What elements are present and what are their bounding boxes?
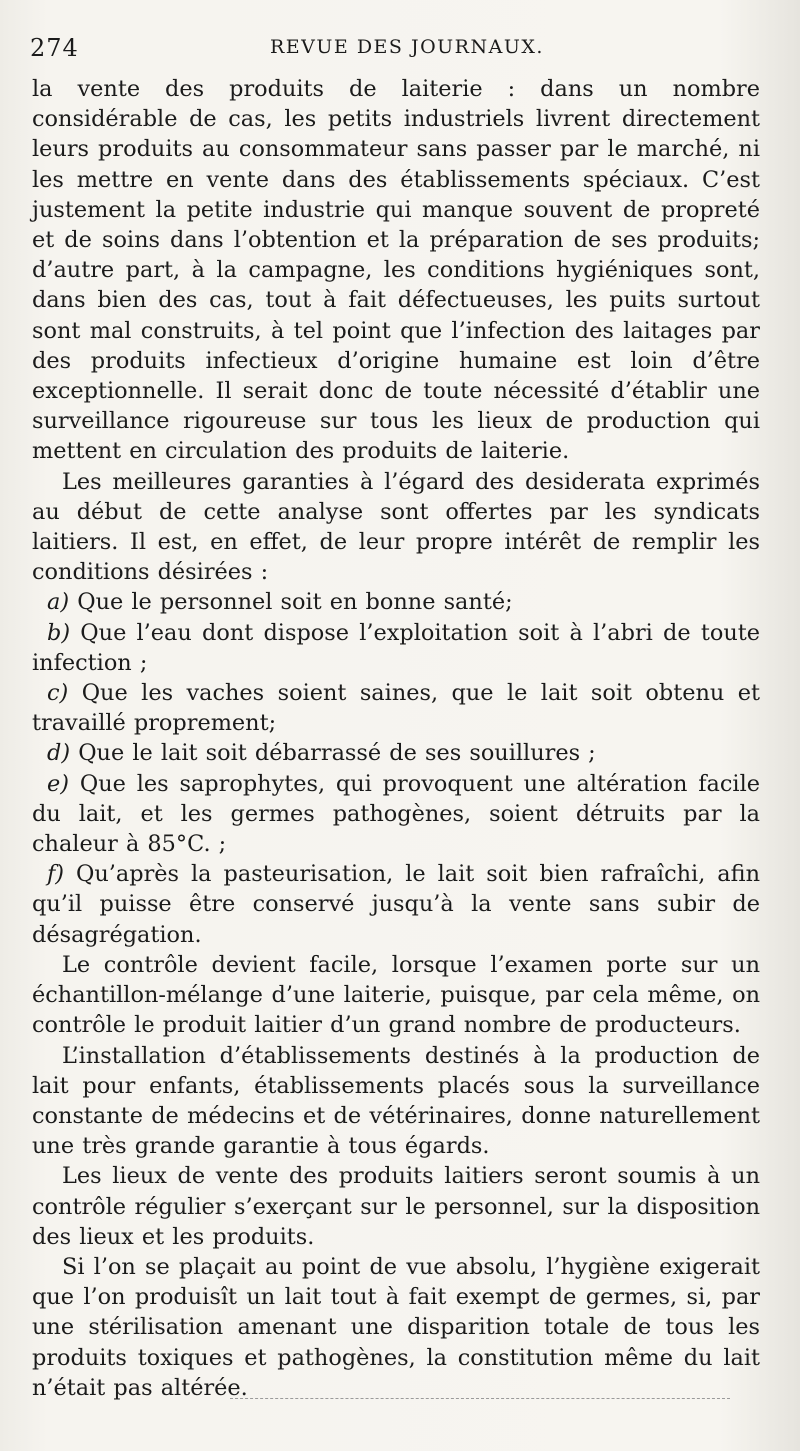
paragraph-absolute-hygiene: Si l’on se plaçait au point de vue absolu, l’hygiène exigerait que l’on produisît un lait tout à fait exempt de germes, si, par une stérilisation amenant une disparition totale de tous les produits toxiques et pathogènes, la constitution même du lait n’était pas altérée. [32,1253,760,1401]
list-text: Que l’eau dont dispose l’exploitation soit à l’abri de toute infection ; [32,619,760,676]
paragraph-control: Le contrôle devient facile, lorsque l’examen porte sur un échantillon-mélange d’une laiterie, puisque, par cela même, on contrôle le produit laitier d’un grand nombre de producteurs. [32,951,760,1039]
paragraph-guarantees: Les meilleures garanties à l’égard des desiderata exprimés au début de cette analyse sont offertes par les syndicats laitiers. Il est, en effet, de leur propre intérêt de remplir les conditions désirées : [32,468,760,586]
paragraph-continuation: la vente des produits de laiterie : dans un nombre considérable de cas, les petits industriels livrent directement leurs produits au consommateur sans passer par le marché, ni les mettre en vente dans des établissements spéciaux. C’est justement la petite industrie qui manque souvent de propreté et de soins dans l’obtention et la préparation de ses produits; d’autre part, à la campagne, les conditions hygiéniques sont, dans bien des cas, tout à fait défectueuses, les puits surtout sont mal construits, à tel point que l’infection des laitages par des produits infectieux d’origine humaine est loin d’être exceptionnelle. Il serait donc de toute nécessité d’établir une surveillance rigoureuse sur tous les lieux de production qui mettent en circulation des produits de laiterie. [32,76,760,465]
list-letter: b) [47,619,71,646]
paragraph-installation: L’installation d’établissements destinés à la production de lait pour enfants, établissements placés sous la surveillance constante de médecins et de vétérinaires, donne naturellement une très grande garantie à tous égards. [32,1042,760,1160]
list-item-a [32,587,760,617]
list-item-b [32,618,760,678]
paragraph-sale-places: Les lieux de vente des produits laitiers seront soumis à un contrôle régulier s’exerçant sur le personnel, sur la disposition des lieux et les produits. [32,1163,760,1250]
running-head: REVUE DES JOURNAUX. [270,36,544,58]
list-letter: e) [47,770,69,797]
list-item-e [32,769,760,860]
list-letter: c) [47,680,69,707]
list-text: Que les vaches soient saines, que le lait soit obtenu et travaillé proprement; [32,680,760,737]
list-letter: a) [47,589,70,616]
list-item-c [32,678,760,738]
page-header [30,30,770,66]
body-text [32,74,760,1403]
page-number: 274 [30,34,79,62]
list-text: Qu’après la pasteurisation, le lait soit bien rafraîchi, afin qu’il puisse être conservé jusqu’à la vente sans subir de désagrégation. [32,861,760,948]
list-text: Que les saprophytes, qui provoquent une altération facile du lait, et les germes pathogènes, soient détruits par la chaleur à 85°C. ; [32,770,760,858]
list-text: Que le lait soit débarrassé de ses souillures ; [70,740,596,767]
list-text: Que le personnel soit en bonne santé; [69,589,513,616]
list-letter: f) [47,861,65,888]
footer-rule [230,1398,730,1399]
list-item-f [32,859,760,950]
list-letter: d) [47,740,71,767]
list-item-d [32,738,760,768]
